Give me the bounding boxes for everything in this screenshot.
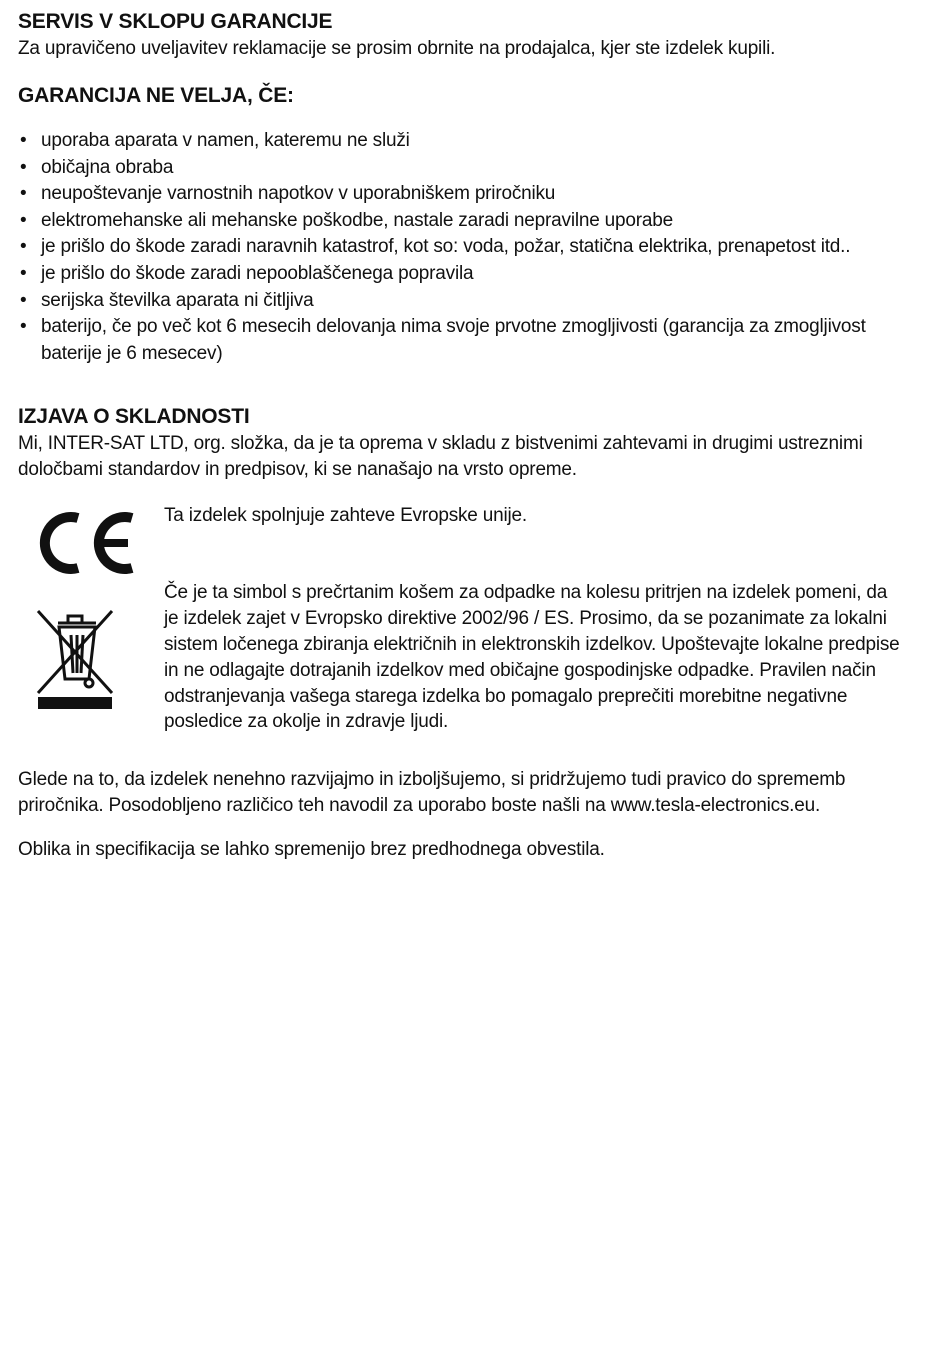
list-item [18,234,918,261]
list-item-text: neupoštevanje varnostnih napotkov v uporabniškem priročniku [41,183,556,205]
list-item-text: elektromehanske ali mehanske poškodbe, nastale zaradi nepravilne uporabe [41,209,674,231]
list-item [18,181,918,208]
list-item [18,261,918,288]
warranty-service-text: Za upravičeno uveljavitev reklamacije se prosim obrnite na prodajalca, kjer ste izdelek kupili. [18,38,776,59]
crossed-out-wheelie-bin-icon [32,607,118,709]
list-item-text: je prišlo do škode zaradi nepooblaščenega popravila [41,262,474,284]
list-item [18,155,918,182]
specification-notice-section [18,837,918,863]
declaration-of-conformity-heading: IZJAVA O SKLADNOSTI [18,405,250,429]
bullet-icon: • [20,130,27,151]
bullet-icon: • [20,316,27,338]
warranty-exclusions-heading: GARANCIJA NE VELJA, ČE: [18,84,294,107]
list-item-text: običajna obraba [41,156,174,178]
compliance-symbols [18,503,918,739]
list-item-text: baterijo, če po več kot 6 mesecih delovanja nima svoje prvotne zmogljivosti (garancija za zmogljivost baterije je 6 mesecev) [41,316,866,364]
list-item-text: serijska številka aparata ni čitljiva [41,289,314,311]
warranty-service-section [18,8,918,62]
ce-mark-icon [32,505,136,581]
declaration-of-conformity-text: Mi, INTER-SAT LTD, org. složka, da je ta oprema v skladu z bistvenimi zahtevami in drugimi ustreznimi določbami standardov in predpisov, ki se nanašajo na vrsto opreme. [18,433,863,481]
manual-updates-section [18,767,918,819]
bullet-icon: • [20,209,27,231]
warranty-service-heading: SERVIS V SKLOPU GARANCIJE [18,10,333,33]
bullet-icon: • [20,156,27,178]
bullet-icon: • [20,262,27,284]
document-page [18,8,918,863]
declaration-of-conformity-section [18,403,918,739]
warranty-exclusions-list [18,128,918,367]
specification-notice-text: Oblika in specifikacija se lahko spremenijo brez predhodnega obvestila. [18,839,605,861]
list-item-text: je prišlo do škode zaradi naravnih katastrof, kot so: voda, požar, statična elektrika, prenapetost itd.. [41,236,851,258]
weee-disposal-text: Če je ta simbol s prečrtanim košem za odpadke na kolesu pritrjen na izdelek pomeni, da je izdelek zajet v Evropsko direktive 2002/96 / ES. Prosimo, da se pozanimate za lokalni sistem ločenega zbiranja električnih in elektronskih izdelkov. Upoštevajte lokalne predpise in ne odlagajte dotrajanih izdelkov med običajne gospodinjske odpadke. Pravilen način odstranjevanja vašega starega izdelka bo pomagalo preprečiti morebitne negativne posledice za okolje in zdravje ljudi. [164,582,900,733]
bullet-icon: • [20,183,27,205]
list-item [18,314,918,367]
list-item [18,128,918,155]
manual-updates-text: Glede na to, da izdelek nenehno razvijajmo in izboljšujemo, si pridržujemo tudi pravico do sprememb priročnika. Posodobljeno različico teh navodil za uporabo boste našli na www.tesla-electronics.eu. [18,769,846,817]
list-item [18,288,918,315]
ce-mark-text: Ta izdelek spolnjuje zahteve Evropske unije. [164,505,527,527]
bullet-icon: • [20,236,27,258]
warranty-exclusions-section [18,82,918,367]
bullet-icon: • [20,289,27,311]
list-item [18,208,918,235]
list-item-text: uporaba aparata v namen, kateremu ne služi [41,130,410,151]
